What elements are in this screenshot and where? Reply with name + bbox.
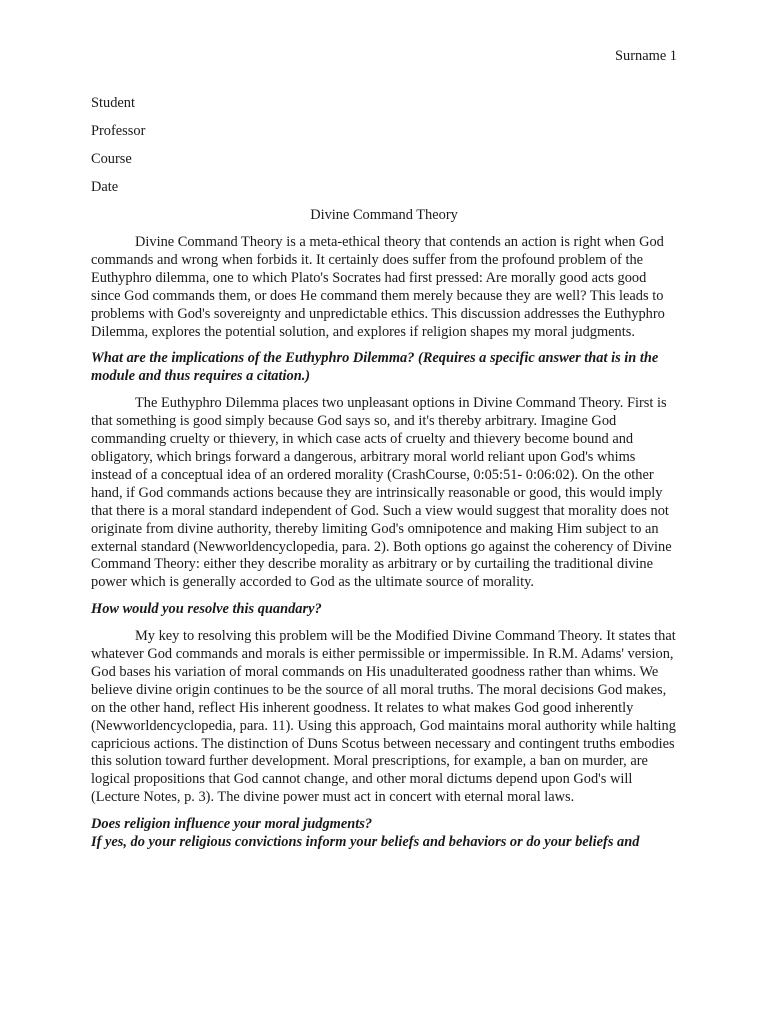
question-heading-3: Does religion influence your moral judgments? [91, 816, 373, 833]
date-line: Date [91, 179, 119, 195]
document-title: Divine Command Theory [310, 207, 458, 223]
professor-line: Professor [91, 123, 146, 139]
student-line: Student [91, 95, 135, 111]
intro-paragraph: Divine Command Theory is a meta-ethical theory that contends an action is right when God commands and wrong when forbids it. It certainly does suffer from the profound problem of the Euthyphro dilemma, one to which Plato's Socrates had first pressed: Are morally good acts good since God commands them, or does He command them merely because they are well? This leads to problems with God's sovereignty and unpredictable ethics. This discussion addresses the Euthyphro Dilemma, explores the potential solution, and explores if religion shapes my moral judgments. [91, 234, 665, 340]
answer-paragraph-2: My key to resolving this problem will be the Modified Divine Command Theory. It states that whatever God commands and morals is either permissible or impermissible. In R.M. Adams' version, God bases his variation of moral commands on His unadulterated goodness rather than whims. We believe divine origin continues to be the source of all moral truths. The moral decisions God makes, on the other hand, reflect His inherent goodness. It relates to what makes God good inherently (Newworldencyclopedia, para. 11). Using this approach, God maintains moral authority while halting capricious actions. The distinction of Duns Scotus between necessary and contingent truths embodies this solution toward further development. Moral prescriptions, for example, a ban on murder, are logical propositions that God cannot change, and other moral dictums depend upon God's will (Lecture Notes, p. 3). The divine power must act in concert with eternal moral laws. [91, 628, 676, 806]
heading-block [91, 94, 145, 206]
answer-paragraph-1: The Euthyphro Dilemma places two unpleasant options in Divine Command Theory. First is that something is good simply because God says so, and it's thereby arbitrary. Imagine God commanding cruelty or thievery, in which case acts of cruelty and thievery become bound and obligatory, which brings forward a dangerous, arbitrary moral world reliant upon God's whims instead of a conceptual idea of an ordered morality (CrashCourse, 0:05:51- 0:06:02). On the other hand, if God commands actions because they are intrinsically reasonable or good, this would imply that there is a moral standard independent of God. Such a view would suggest that morality does not originate from divine authority, thereby limiting God's omnipotence and making Him subject to an external standard (Newworldencyclopedia, para. 2). Both options go against the coherency of Divine Command Theory: either they describe morality as arbitrary or by curtailing the traditional divine power which is generally accorded to God as the ultimate source of morality. [91, 395, 672, 591]
question-heading-3-sub: If yes, do your religious convictions inform your beliefs and behaviors or do your beliefs and [91, 834, 640, 851]
course-line: Course [91, 151, 132, 167]
question-heading-1: What are the implications of the Euthyphro Dilemma? (Requires a specific answer that is in the module and thus requires a citation.) [91, 350, 659, 385]
running-head: Surname 1 [615, 48, 677, 64]
document-body [91, 234, 678, 852]
question-heading-2: How would you resolve this quandary? [91, 601, 322, 618]
